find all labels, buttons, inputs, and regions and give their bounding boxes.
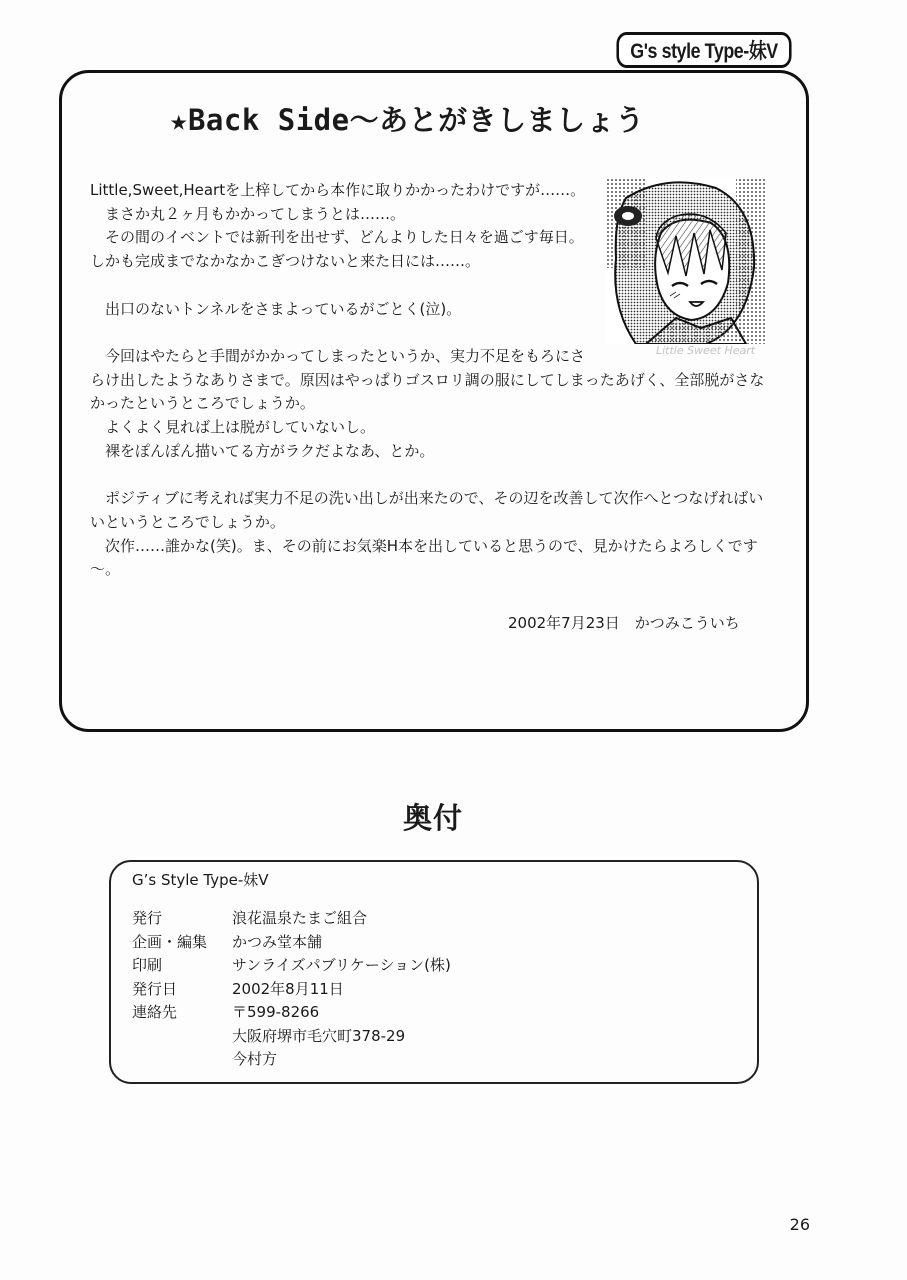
header-tab: [616, 32, 791, 68]
colophon-label: 発行日: [132, 979, 178, 998]
page-number: 26: [789, 1215, 810, 1234]
colophon-value: 今村方: [232, 1050, 278, 1069]
colophon-row: [132, 906, 732, 930]
afterword-line: まさか丸２ヶ月もかかってしまうとは……。: [90, 204, 406, 223]
colophon-row: [132, 1000, 732, 1024]
header-tab-title: G's style Type-妹V: [630, 40, 778, 63]
afterword-blank-line: [90, 274, 780, 298]
afterword-body: [90, 179, 780, 582]
colophon-title: G’s Style Type-妹V: [132, 871, 269, 889]
afterword-line: かったというところでしょうか。: [90, 394, 315, 413]
afterword-line: 次作……誰かな(笑)。ま、その前にお気楽H本を出していると思うので、見かけたらよろしくです: [90, 536, 758, 555]
afterword-line: ポジティブに考えれば実力不足の洗い出しが出来たので、その辺を改善して次作へとつなげればい: [90, 489, 764, 508]
afterword-line: Little,Sweet,Heartを上梓してから本作に取りかかったわけですが……。: [90, 181, 586, 199]
colophon-row: [132, 1047, 732, 1071]
afterword-line: 今回はやたらと手間がかかってしまったというか、実力不足をもろにさ: [90, 346, 586, 365]
afterword-line: 出口のないトンネルをさまよっているがごとく(泣)。: [90, 299, 462, 318]
colophon-label: 企画・編集: [132, 932, 208, 951]
colophon-row: [132, 930, 732, 954]
colophon-heading: 奥付: [403, 801, 464, 835]
afterword-line: その間のイベントでは新刊を出せず、どんよりした日々を過ごす毎日。: [90, 228, 584, 247]
afterword-title: ★Back Side～あとがきしましょう: [170, 103, 645, 137]
colophon-row: [132, 953, 732, 977]
colophon-row: [132, 1024, 732, 1048]
colophon-value: 浪花温泉たまご組合: [232, 909, 368, 928]
colophon-value: サンライズパブリケーション(株): [232, 956, 451, 975]
colophon-label: 発行: [132, 909, 163, 928]
colophon-rows: [132, 906, 732, 1071]
afterword-line: よくよく見れば上は脱がしていないし。: [90, 418, 376, 436]
colophon-value: 2002年8月11日: [232, 979, 344, 998]
colophon-value: 〒599-8266: [232, 1003, 320, 1022]
afterword-line: いというところでしょうか。: [90, 512, 285, 531]
afterword-line: ～。: [90, 560, 121, 579]
afterword-blank-line: [90, 321, 780, 345]
afterword-line: らけ出したようなありさまで。原因はやっぱりゴスロリ調の服にしてしまったあげく、全部脱がさな: [90, 370, 765, 389]
colophon-row: [132, 977, 732, 1001]
afterword-line: しかも完成までなかなかこぎつけないと来た日には……。: [90, 252, 481, 271]
colophon-value: 大阪府堺市毛穴町378-29: [232, 1026, 406, 1045]
afterword-line: 裸をぽんぽん描いてる方がラクだよなあ、とか。: [90, 441, 435, 460]
colophon-value: かつみ堂本舗: [232, 932, 323, 951]
afterword-blank-line: [90, 463, 780, 487]
illustration-caption: Little Sweet Heart: [656, 344, 756, 357]
colophon-label: 印刷: [132, 956, 163, 975]
colophon-label: 連絡先: [132, 1003, 178, 1022]
afterword-signature: 2002年7月23日 かつみこういち: [508, 614, 740, 632]
